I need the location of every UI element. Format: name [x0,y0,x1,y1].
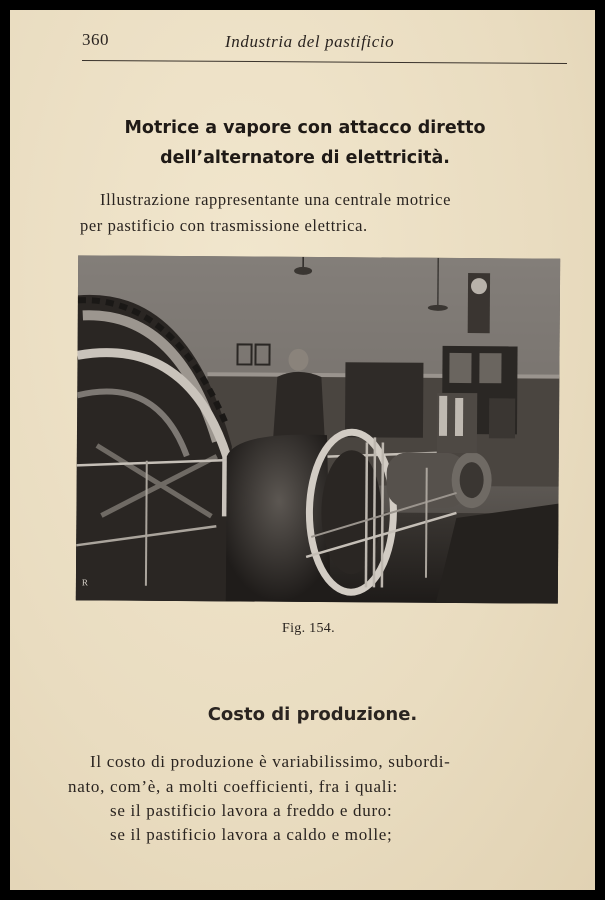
body-text-line: nato, com’è, a molti coefficienti, fra i quali: [68,777,398,796]
body-text-line: se il pastificio lavora a caldo e molle; [110,825,393,844]
figure-caption-line-2: per pastificio con trasmissione elettrica. [80,216,368,235]
body-text-line: Il costo di produzione è variabilissimo, subordi- [90,752,451,771]
body-text-line: se il pastificio lavora a freddo e duro: [110,801,393,820]
book-page [10,10,595,890]
steam-engine-photograph [76,255,560,603]
running-head: Industria del pastificio [225,32,395,51]
header-rule [82,60,567,64]
svg-text:R: R [81,577,88,588]
figure-title-line-1: Motrice a vapore con attacco diretto [124,118,486,138]
figure-title-line-2: dell’alternatore di elettricità. [160,148,450,168]
figure-caption-line-1: Illustrazione rappresentante una centrale motrice [100,190,451,209]
figure-label: Fig. 154. [282,621,335,636]
page-number: 360 [82,30,109,49]
section-title: Costo di produzione. [207,704,418,725]
